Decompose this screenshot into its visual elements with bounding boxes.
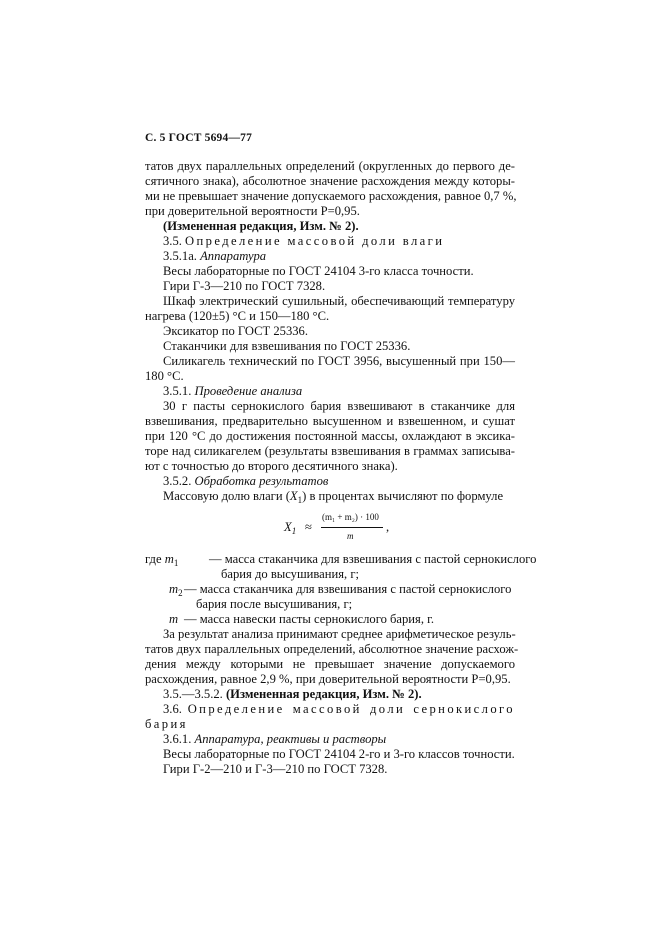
equipment-line: нагрева (120±5) °С и 150—180 °С. (145, 309, 330, 323)
procedure-line: 30 г пасты сернокислого бария взвешивают в стаканчике для (163, 399, 515, 413)
amendment-note: (Измененная редакция, Изм. № 2). (163, 219, 359, 233)
section-title: Аппаратура, реактивы и растворы (194, 732, 387, 746)
amendment-note: 3.5.—3.5.2. (Измененная редакция, Изм. № 2). (163, 687, 422, 701)
equipment-line: Силикагель технический по ГОСТ 3956, высушенный при 150— (163, 354, 515, 368)
paragraph-line: сятичного знака), абсолютное значение расхождения между которы- (145, 174, 515, 188)
paragraph-line: За результат анализа принимают среднее арифметическое резуль- (163, 627, 516, 641)
section-number: 3.5.2. (163, 474, 192, 488)
definition-text: — масса навески пасты сернокислого бария, г. (184, 612, 435, 626)
equipment-line: Весы лабораторные по ГОСТ 24104 3-го класса точности. (163, 264, 474, 278)
paragraph-line: при доверительной вероятности Р=0,95. (145, 204, 360, 218)
procedure-line: при 120 °С до достижения постоянной массы, охлаждают в эксика- (145, 429, 515, 443)
equipment-line: Стаканчики для взвешивания по ГОСТ 25336. (163, 339, 411, 353)
equipment-line: 180 °С. (145, 369, 184, 383)
formula-comma: , (386, 520, 390, 534)
section-number: 3.5.1a. (163, 249, 197, 263)
equipment-line: Шкаф электрический сушильный, обеспечивающий температуру (163, 294, 515, 308)
definition-text: бария до высушивания, г; (221, 567, 359, 581)
section-title-continued: бария (145, 717, 188, 731)
paragraph-line: расхождения, равное 2,9 %, при доверительной вероятности Р=0,95. (145, 672, 511, 686)
section-heading-3-6 (163, 702, 515, 717)
page-header: С. 5 ГОСТ 5694—77 (145, 132, 253, 144)
section-title: Обработка результатов (194, 474, 329, 488)
procedure-line: ют с точностью до второго десятичного знака). (145, 459, 398, 473)
section-heading-3-5 (163, 234, 515, 249)
definitions-where: где $m_1$ (145, 552, 179, 568)
formula-numerator: (m₁ + m₂) · 100 (322, 512, 379, 522)
paragraph-line: ми не превышает значение допускаемого расхождения, равное 0,7 %, (145, 189, 517, 203)
formula (284, 512, 404, 546)
paragraph-line: дения между которыми не превышает значение допускаемого (145, 657, 515, 671)
paragraph-line: татов двух параллельных определений, абсолютное значение расхож- (145, 642, 519, 656)
formula-variable: $X_1$ (284, 520, 297, 536)
formula-intro: Массовую долю влаги $(X_1)$ в процентах вычисляют по формуле (163, 489, 504, 505)
equipment-line: Гири Г-2—210 и Г-3—210 по ГОСТ 7328. (163, 762, 388, 776)
section-title: Проведение анализа (194, 384, 303, 398)
definition-text: — масса стаканчика для взвешивания с пастой сернокислого (209, 552, 537, 566)
section-heading-3-5-2 (163, 474, 515, 489)
definition-text: — масса стаканчика для взвешивания с пастой сернокислого (184, 582, 512, 596)
section-heading-3-6-1 (163, 732, 515, 747)
equipment-line: Весы лабораторные по ГОСТ 24104 2-го и 3-го классов точности. (163, 747, 515, 761)
definition-symbol: $m_2$ (169, 582, 183, 598)
formula-fraction-bar (321, 527, 383, 528)
section-title: Определение массовой доли влаги (185, 234, 445, 248)
formula-denominator: m (347, 531, 354, 541)
section-number: 3.5. (163, 234, 182, 248)
paragraph-line: татов двух параллельных определений (округленных до первого де- (145, 159, 515, 173)
section-heading-3-5-1 (163, 384, 515, 399)
definition-symbol: m (169, 612, 179, 626)
procedure-line: взвешивания, предварительно высушенном и взвешенном, и сушат (145, 414, 515, 428)
section-title: Аппаратура (200, 249, 267, 263)
equipment-line: Эксикатор по ГОСТ 25336. (163, 324, 308, 338)
section-number: 3.6. (163, 702, 182, 716)
definition-text: бария после высушивания, г; (196, 597, 353, 611)
equipment-line: Гири Г-3—210 по ГОСТ 7328. (163, 279, 326, 293)
formula-approx: ≈ (305, 520, 312, 534)
section-heading-3-5-1a (163, 249, 515, 264)
section-title: Определение массовой доли сернокислого (187, 702, 515, 716)
section-number: 3.5.1. (163, 384, 192, 398)
section-number: 3.6.1. (163, 732, 192, 746)
procedure-line: торе над силикагелем (результаты взвешивания в граммах записыва- (145, 444, 515, 458)
